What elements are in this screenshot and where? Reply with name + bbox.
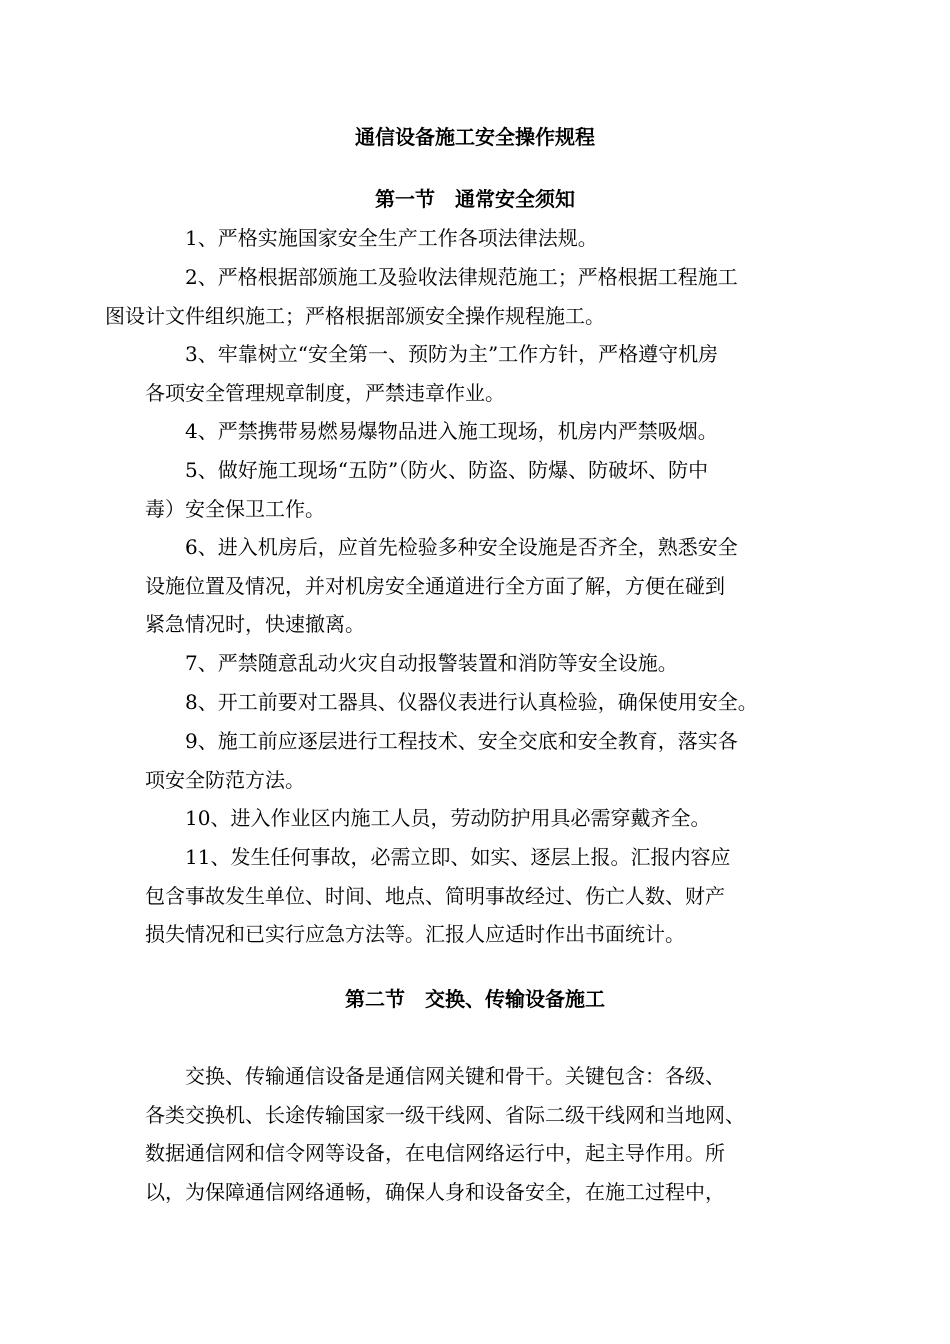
intro-line-1: 交换、传输通信设备是通信网关键和骨干。关键包含：各级、: [185, 1064, 725, 1088]
item-6-line-2: 设施位置及情况，并对机房安全通道进行全方面了解，方便在碰到: [145, 573, 725, 598]
section-2-heading: 第二节 交换、传输设备施工: [345, 987, 605, 1011]
list-item: [145, 683, 825, 722]
item-9-line-1: 9、施工前应逐层进行工程技术、安全交底和安全教育，落实各: [185, 729, 738, 753]
item-3-line-2: 各项安全管理规章制度，严禁违章作业。: [145, 380, 505, 405]
intro-line-4: 以，为保障通信网络通畅，确保人身和设备安全，在施工过程中，: [145, 1179, 725, 1204]
list-item: [105, 258, 825, 335]
list-item: [145, 219, 825, 258]
item-6-line-3: 紧急情况时，快速撤离。: [145, 612, 365, 636]
list-item: [145, 451, 825, 528]
list-item: [145, 644, 825, 683]
list-item: [145, 838, 825, 954]
item-1-line-1: 1、严格实施国家安全生产工作各项法律法规。: [185, 226, 598, 250]
item-5-line-2: 毒）安全保卫工作。: [145, 496, 325, 521]
item-11-line-3: 损失情况和已实行应急方法等。汇报人应适时作出书面统计。: [145, 922, 685, 946]
item-11-line-1: 11、发生任何事故，必需立即、如实、逐层上报。汇报内容应: [185, 845, 731, 869]
list-item: [145, 528, 825, 644]
list-item: [145, 722, 825, 799]
list-item: [145, 799, 825, 838]
item-11-line-2: 包含事故发生单位、时间、地点、简明事故经过、伤亡人数、财产: [145, 883, 725, 908]
item-2-line-1: 2、严格根据部颁施工及验收法律规范施工；严格根据工程施工: [185, 265, 738, 289]
item-8-line-1: 8、开工前要对工器具、仪器仪表进行认真检验，确保使用安全。: [185, 690, 758, 714]
section-2-intro: [145, 1057, 825, 1211]
item-7-line-1: 7、严禁随意乱动火灾自动报警装置和消防等安全设施。: [185, 651, 678, 675]
item-10-line-1: 10、进入作业区内施工人员，劳动防护用具必需穿戴齐全。: [185, 806, 711, 830]
item-3-line-1: 3、牢靠树立“安全第一、预防为主”工作方针，严格遵守机房: [185, 342, 719, 366]
item-9-line-2: 项安全防范方法。: [145, 767, 305, 792]
list-item: [145, 335, 825, 412]
intro-line-2: 各类交换机、长途传输国家一级干线网、省际二级干线网和当地网、: [145, 1102, 745, 1127]
section-1-heading: 第一节 通常安全须知: [375, 187, 575, 211]
item-4-line-1: 4、严禁携带易燃易爆物品进入施工现场，机房内严禁吸烟。: [185, 419, 718, 443]
item-6-line-1: 6、进入机房后，应首先检验多种安全设施是否齐全，熟悉安全: [185, 535, 738, 559]
document-title: 通信设备施工安全操作规程: [355, 125, 595, 149]
item-2-line-2: 图设计文件组织施工；严格根据部颁安全操作规程施工。: [105, 303, 605, 328]
list-item: [145, 412, 825, 451]
intro-line-3: 数据通信网和信令网等设备，在电信网络运行中，起主导作用。所: [145, 1141, 725, 1165]
item-5-line-1: 5、做好施工现场“五防”（防火、防盗、防爆、防破坏、防中: [185, 458, 709, 482]
